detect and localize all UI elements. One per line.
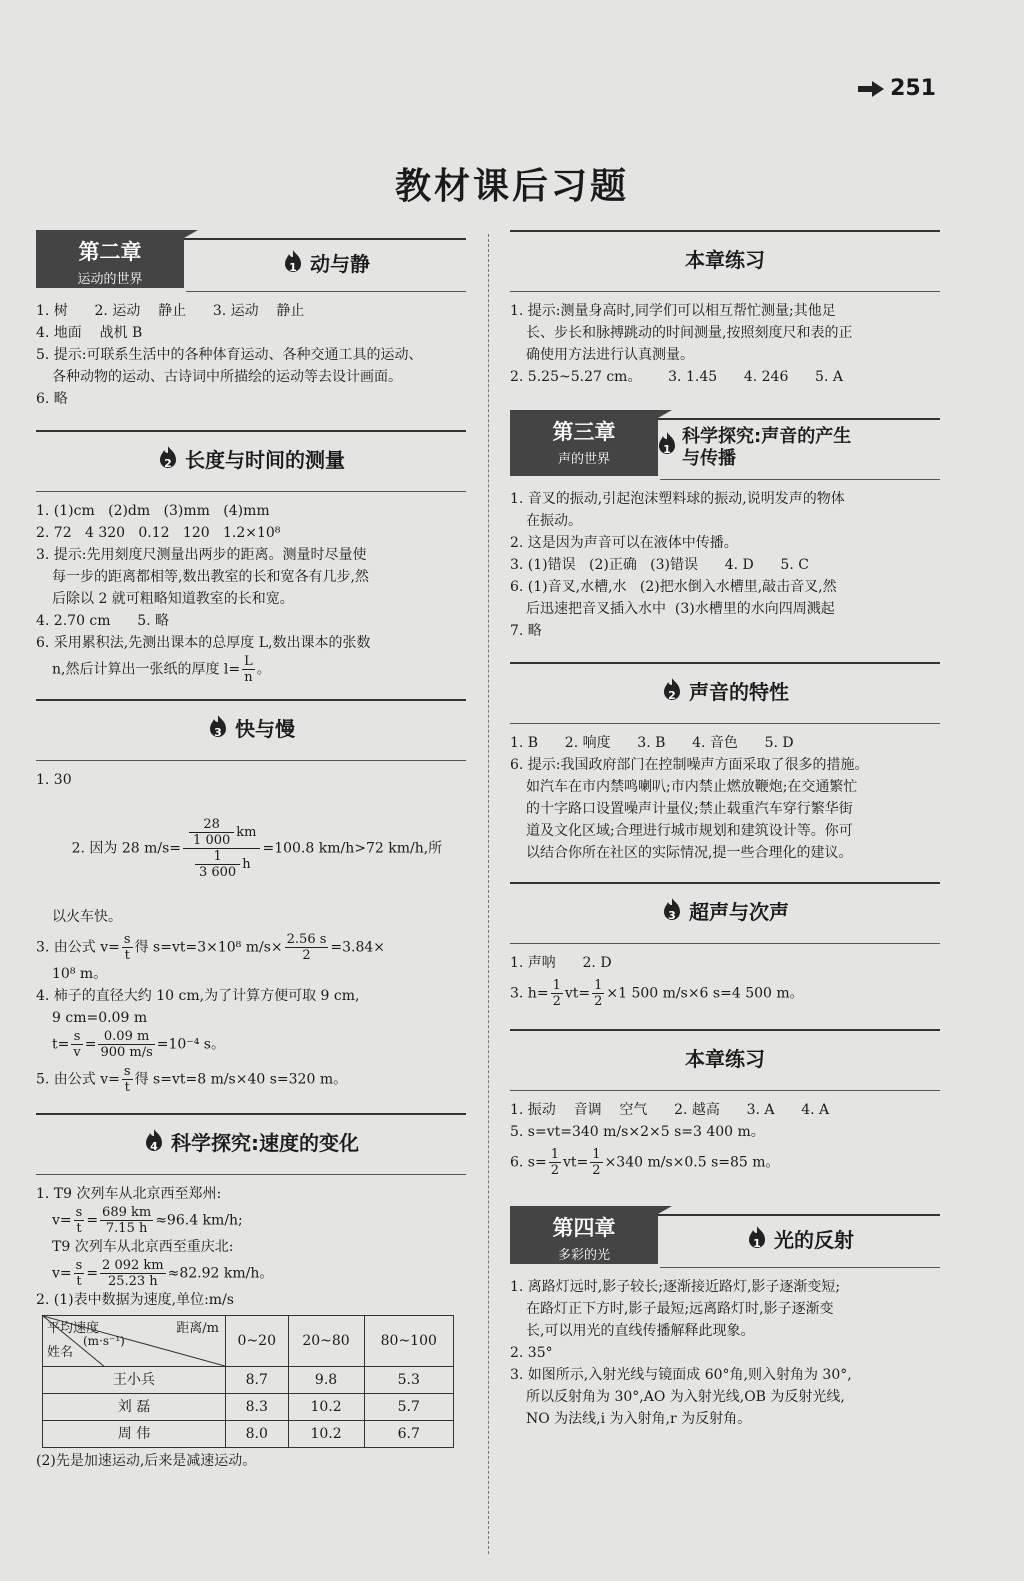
section-title: 2 长度与时间的测量 (36, 444, 466, 473)
svg-text:4: 4 (150, 1139, 158, 1153)
section-motion-rest (36, 230, 466, 410)
svg-text:3: 3 (214, 725, 222, 739)
table-header-diagonal: 距离/m 平均速度 (m·s⁻¹) 姓名 (43, 1316, 226, 1367)
svg-text:3: 3 (668, 908, 676, 922)
table-header: 20~80 (288, 1316, 364, 1367)
flame-number-icon (207, 715, 229, 741)
svg-text:1: 1 (753, 1236, 761, 1250)
answer-list: 1. 振动 音调 空气 2. 越高 3. A 4. A 5. s=vt=340 m/s×2×5 s=3 400 m。 6. s= $\frac{1}{2}$ vt= $\frac{1}{2}$ ×340 m/s×0.5 s=85 m。 (510, 1102, 830, 1178)
chapter-number: 第四章 (552, 1216, 616, 1240)
chapter-subtitle: 声的世界 (557, 452, 610, 467)
chapter-tab (36, 230, 184, 288)
table-header: 80~100 (364, 1316, 453, 1367)
section-ultrasound (510, 882, 940, 1009)
section-title: 3 快与慢 (36, 713, 466, 742)
chapter-tab (510, 410, 658, 476)
chapter-subtitle: 多彩的光 (557, 1248, 610, 1263)
answer-list: 1. (1)cm (2)dm (3)mm (4)mm 2. 72 4 320 0.12 120 1.2×10⁸ 3. 提示:先用刻度尺测量出两步的距离。测量时尽量使 每一步的距离都相等,数出教室的长和宽各有几步,然 后除以 2 就可粗略知道教室的长和宽。 4. 2.70 cm 5. 略 6. 采用累积法,先测出课本的总厚度 L,数出课本的张数 n,然后计算出一张纸的厚度 l= $\frac{L}{n}$ 。 (36, 503, 371, 685)
svg-text:2: 2 (164, 456, 172, 470)
chapter-number: 第二章 (78, 240, 142, 264)
arrow-right-icon (858, 81, 884, 97)
section-chapter3-practice (510, 1029, 940, 1178)
flame-number-icon (157, 446, 179, 472)
answer-list: 1. B 2. 响度 3. B 4. 音色 5. D 6. 提示:我国政府部门在控制噪声方面采取了很多的措施。 如汽车在市内禁鸣喇叭;市内禁止燃放鞭炮;在交通繁忙 的十字路口设置噪声计量仪;禁止载重汽车穿行繁华街 道及文化区域;合理进行城市规划和建筑设计等。你可 以结合你所在社区的实际情况,提一些合理化的建议。 (510, 735, 869, 861)
flame-number-icon (143, 1129, 165, 1155)
answer-list: 1. 音叉的振动,引起泡沫塑料球的振动,说明发声的物体 在振动。 2. 这是因为声音可以在液体中传播。 3. (1)错误 (2)正确 (3)错误 4. D 5. C 6. (1)音叉,水槽,水 (2)把水倒入水槽里,敲击音叉,然 后迅速把音叉插入水中 (3)水槽里的水向四周溅起 7. 略 (510, 491, 845, 639)
section-title: 4 科学探究:速度的变化 (36, 1127, 466, 1156)
section-title: 本章练习 (685, 248, 765, 272)
section-fast-slow (36, 699, 466, 1095)
column-divider (488, 234, 489, 1554)
section-title: 2 声音的特性 (510, 676, 940, 705)
page-number-text: 251 (890, 76, 936, 101)
page-number (858, 76, 936, 101)
chapter-subtitle: 运动的世界 (77, 272, 143, 287)
answer-list: 1. 树 2. 运动 静止 3. 运动 静止 4. 地面 战机 B 5. 提示:可联系生活中的各种体育运动、各种交通工具的运动、 各种动物的运动、古诗词中所描绘的运动等去设计画面。 6. 略 (36, 303, 423, 407)
flame-number-icon (282, 250, 304, 276)
svg-text:2: 2 (668, 688, 676, 702)
flame-number-icon (661, 898, 683, 924)
page-title: 教材课后习题 (394, 166, 629, 207)
section-title: 1 动与静 (186, 248, 466, 277)
answer-list: 1. 声呐 2. D 3. h= $\frac{1}{2}$ vt= $\frac{1}{2}$ ×1 500 m/s×6 s=4 500 m。 (510, 955, 804, 1009)
section-length-time (36, 430, 466, 685)
flame-number-icon (746, 1226, 768, 1252)
answer-list: 1. 离路灯远时,影子较长;逐渐接近路灯,影子逐渐变短; 在路灯正下方时,影子最短;远离路灯时,影子逐渐变 长,可以用光的直线传播解释此现象。 2. 35° 3. 如图所示,入射光线与镜面成 60°角,则入射角为 30°, 所以反射角为 30°,AO 为入射光线,OB 为反射光线, NO 为法线,i 为入射角,r 为反射角。 (510, 1279, 852, 1427)
section-sound-characteristics (510, 662, 940, 864)
table-header: 0~20 (226, 1316, 289, 1367)
section-sound-production (510, 410, 940, 642)
answer-list: 1. 提示:测量身高时,同学们可以相互帮忙测量;其他足 长、步长和脉搏跳动的时间测量,按照刻度尺和表的正 确使用方法进行认真测量。 2. 5.25~5.27 cm。 3. 1.45 4. 246 5. A (510, 303, 853, 385)
right-column (510, 230, 940, 1444)
svg-text:1: 1 (289, 260, 297, 274)
chapter-tab (510, 1206, 658, 1264)
svg-text:1: 1 (663, 443, 671, 456)
section-title: 3 超声与次声 (510, 896, 940, 925)
chapter-number: 第三章 (552, 420, 616, 444)
section-title: 1 光的反射 (660, 1224, 940, 1253)
section-title: 本章练习 (685, 1047, 765, 1071)
flame-number-icon (661, 678, 683, 704)
table-row: 刘 磊 8.3 10.2 5.7 (43, 1394, 454, 1421)
table-row: 周 伟 8.0 10.2 6.7 (43, 1421, 454, 1448)
left-column (36, 230, 466, 1486)
section-speed-change (36, 1113, 466, 1472)
section-chapter2-practice (510, 230, 940, 388)
section-title: 1 科学探究:声音的产生 与传播 (682, 426, 940, 470)
section-light-reflection (510, 1206, 940, 1430)
flame-number-icon (656, 432, 678, 458)
answer-list: 1. T9 次列车从北京西至郑州: v= $\frac{s}{t}$ = $\frac{689 km}{7.15 h}$ ≈96.4 km/h; T9 次列车从北京西至重庆北: v= $\frac{s}{t}$ = $\frac{2 092 km}{25.23 h}$ ≈82.92 km/h。 2. (1)表中数据为速度,单位:m/s 距离/m 平均速度 (m·s⁻¹) 姓名 0~20 20~80 80~100 王小兵 8.7 9.8 5.3 刘 磊 8.3 10.2 5.7 周 伟 8.0 10.2 6.7 (2)先是加速运动,后来是减速运动。 (36, 1183, 466, 1472)
table-row: 王小兵 8.7 9.8 5.3 (43, 1367, 454, 1394)
answer-list: 1. 30 2. 因为 28 m/s= $\frac{28}{1 000}$ km $\frac{1}{3 600}$ h =100.8 km/h>72 km/h,所 以火车快。 3. 由公式 v= $\frac{s}{t}$ 得 s=vt=3×10⁸ m/s× $\frac{2.56 s}{2}$ =3.84× 10⁸ m。 4. 柿子的直径大约 10 cm,为了计算方便可取 9 cm, 9 cm=0.09 m t= $\frac{s}{v}$ = $\frac{0.09 m}{900 m/s}$ =10⁻⁴ s。 5. 由公式 v= $\frac{s}{t}$ 得 s=vt=8 m/s×40 s=320 m。 (36, 772, 443, 1095)
speed-table (42, 1315, 454, 1448)
